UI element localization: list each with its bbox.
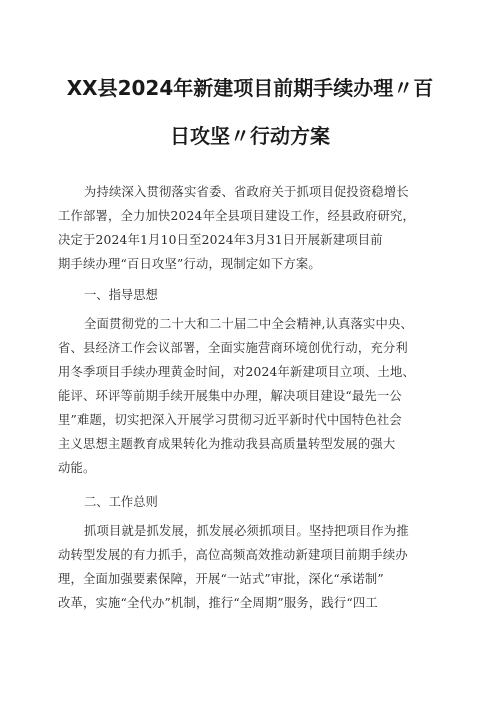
text-line: 期手续办理“百日攻坚”行动，现制定如下方案。 xyxy=(58,257,321,271)
section-heading-general-principles: 二、工作总则 xyxy=(84,495,158,509)
text-line: 全面贯彻党的二十大和二十届二中全会精神,认真落实中央、 xyxy=(84,317,414,331)
section-heading-guiding-ideology: 一、指导思想 xyxy=(84,288,158,302)
text-line: 动转型发展的有力抓手，高位高频高效推动新建项目前期手续办 xyxy=(58,548,408,562)
text-line: 主义思想主题教育成果转化为推动我县高质量转型发展的强大 xyxy=(58,437,396,451)
text-line: 能评、环评等前期手续开展集中办理，解决项目建设“最先一公 xyxy=(58,389,402,403)
document-title-line-1: XX县2024年新建项目前期手续办理〃百 xyxy=(66,76,434,100)
text-line: 工作部署，全力加快2024年全县项目建设工作，经县政府研究， xyxy=(58,209,416,223)
text-line: 决定于2024年1月10日至2024年3月31日开展新建项目前 xyxy=(58,233,383,247)
section1-paragraph xyxy=(58,312,446,480)
text-line: 抓项目就是抓发展，抓发展必须抓项目。坚持把项目作为推 xyxy=(84,524,409,538)
text-line: 理，全面加强要素保障，开展“一站式”审批，深化“承诺制” xyxy=(58,572,384,586)
intro-paragraph xyxy=(58,180,446,276)
text-line: 里”难题，切实把深入开展学习贯彻习近平新时代中国特色社会 xyxy=(58,413,402,427)
document-title-line-2: 日攻坚〃行动方案 xyxy=(170,124,330,148)
text-line: 省、县经济工作会议部署，全面实施营商环境创优行动，充分利 xyxy=(58,341,408,355)
text-line: 动能。 xyxy=(58,461,96,475)
section2-paragraph xyxy=(58,519,446,615)
text-line: 为持续深入贯彻落实省委、省政府关于抓项目促投资稳增长 xyxy=(84,185,409,199)
text-line: 用冬季项目手续办理黄金时间，对2024年新建项目立项、土地、 xyxy=(58,365,416,379)
text-line: 改革，实施“全代办”机制，推行“全周期”服务，践行“四工 xyxy=(58,596,378,610)
